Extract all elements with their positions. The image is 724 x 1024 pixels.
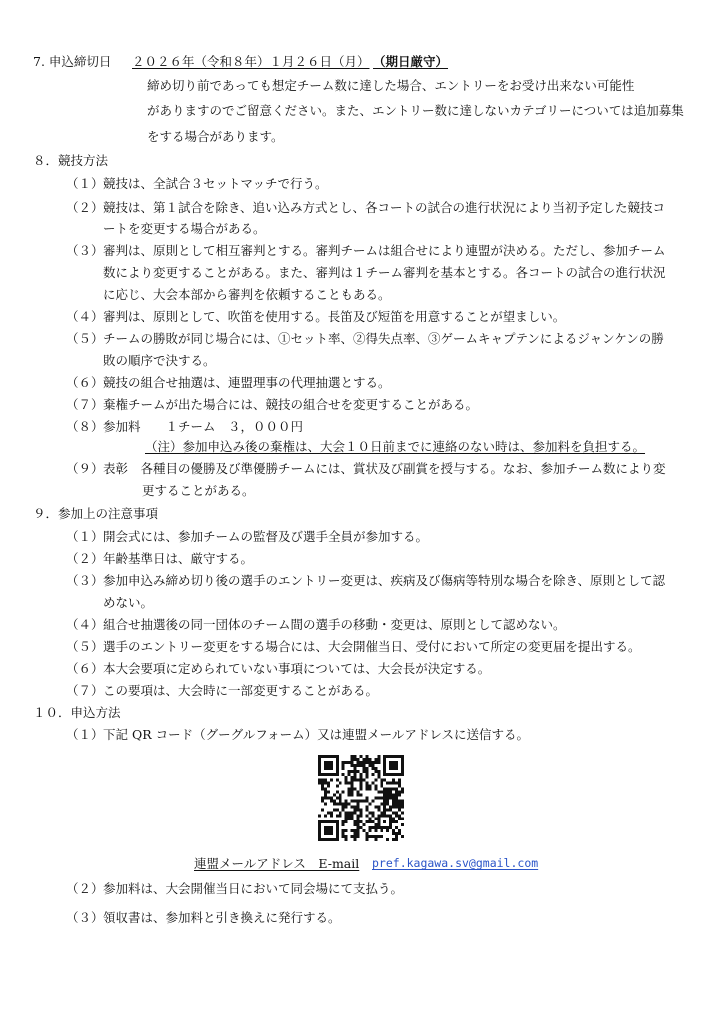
s8-item-2-line-2: ートを変更する場合がある。: [103, 221, 266, 236]
s9-item-1-number: （１）: [66, 529, 104, 544]
s8-item-5-line-2: 敗の順序で決する。: [103, 353, 216, 368]
s8-item-9-number: （９）: [66, 461, 104, 476]
s9-item-3-number: （３）: [66, 573, 104, 588]
s8-item-8-number: （８）: [66, 419, 104, 434]
entry-fee-note: （注）参加申込み後の棄権は、大会１０日前までに連絡のない時は、参加料を負担する。: [145, 439, 646, 454]
s8-item-2-line-1: 競技は、第１試合を除き、追い込み方式とし、各コートの試合の進行状況により当初予定した競技コ: [103, 200, 666, 215]
section-10-heading: １０．申込方法: [33, 705, 121, 720]
s10-item-1-line-1: 下記 QR コード（グーグルフォーム）又は連盟メールアドレスに送信する。: [103, 727, 529, 742]
s9-item-7-number: （７）: [66, 683, 104, 698]
s9-item-6-line-1: 本大会要項に定められていない事項については、大会長が決定する。: [103, 661, 491, 676]
s8-item-4-number: （４）: [66, 309, 104, 324]
s8-item-9-line-2: 更することがある。: [142, 483, 255, 498]
s8-item-9-line-1: 表彰 各種目の優勝及び準優勝チームには、賞状及び副賞を授与する。なお、参加チーム数により変: [103, 461, 666, 476]
s8-item-3-line-2: 数により変更することがある。また、審判は１チーム審判を基本とする。各コートの試合の進行状況: [103, 265, 666, 280]
s9-item-4-number: （４）: [66, 617, 104, 632]
email-link[interactable]: pref.kagawa.sv@gmail.com: [372, 856, 539, 870]
s8-item-5-line-1: チームの勝敗が同じ場合には、①セット率、②得失点率、③ゲームキャプテンによるジャンケンの勝: [103, 331, 664, 346]
s8-item-4-line-1: 審判は、原則として、吹笛を使用する。長笛及び短笛を用意することが望ましい。: [103, 309, 566, 324]
section-9-heading: ９．参加上の注意事項: [33, 506, 159, 521]
s10-item-1-number: （１）: [66, 727, 104, 742]
s8-item-8-line-1: 参加料 １チーム ３，０００円: [103, 419, 304, 434]
s9-item-2-number: （２）: [66, 551, 104, 566]
s10-item-3-line-1: 領収書は、参加料と引き換えに発行する。: [103, 910, 341, 925]
section-7-heading: 7. 申込締切日: [33, 54, 112, 69]
deadline-strict: （期日厳守）: [373, 54, 449, 69]
s8-item-3-number: （３）: [66, 243, 104, 258]
s10-item-2-line-1: 参加料は、大会開催当日において同会場にて支払う。: [103, 881, 404, 896]
s10-item-3-number: （３）: [66, 910, 104, 925]
s9-item-1-line-1: 開会式には、参加チームの監督及び選手全員が参加する。: [103, 529, 429, 544]
s8-item-2-number: （２）: [66, 200, 104, 215]
s8-item-5-number: （５）: [66, 331, 104, 346]
s8-item-7-number: （７）: [66, 397, 104, 412]
s8-item-1-number: （１）: [66, 176, 104, 191]
deadline-date: ２０２６年（令和８年）１月２６日（月）: [132, 54, 370, 69]
s9-item-3-line-2: めない。: [103, 595, 154, 610]
s9-item-3-line-1: 参加申込み締め切り後の選手のエントリー変更は、疾病及び傷病等特別な場合を除き、原則として認: [103, 573, 666, 588]
s8-item-1-line-1: 競技は、全試合３セットマッチで行う。: [103, 176, 328, 191]
s9-item-6-number: （６）: [66, 661, 104, 676]
qr-code-image[interactable]: [318, 755, 404, 841]
s8-item-6-line-1: 競技の組合せ抽選は、連盟理事の代理抽選とする。: [103, 375, 391, 390]
s7-line-1: 締め切り前であっても想定チーム数に達した場合、エントリーをお受け出来ない可能性: [147, 78, 635, 93]
s8-item-6-number: （６）: [66, 375, 104, 390]
s10-item-2-number: （２）: [66, 881, 104, 896]
s8-item-7-line-1: 棄権チームが出た場合には、競技の組合せを変更することがある。: [103, 397, 479, 412]
s7-line-2: がありますのでご留意ください。また、エントリー数に達しないカテゴリーについては追加募集: [147, 103, 684, 118]
s9-item-2-line-1: 年齢基準日は、厳守する。: [103, 551, 254, 566]
s9-item-4-line-1: 組合せ抽選後の同一団体のチーム間の選手の移動・変更は、原則として認めない。: [103, 617, 566, 632]
s9-item-5-number: （５）: [66, 639, 104, 654]
s8-item-3-line-1: 審判は、原則として相互審判とする。審判チームは組合せにより連盟が決める。ただし、参加チーム: [103, 243, 666, 258]
s9-item-5-line-1: 選手のエントリー変更をする場合には、大会開催当日、受付において所定の変更届を提出する。: [103, 639, 641, 654]
section-8-heading: ８．競技方法: [33, 153, 109, 168]
email-label: 連盟メールアドレス E-mail: [194, 856, 360, 871]
s8-item-3-line-3: に応じ、大会本部から審判を依頼することもある。: [103, 287, 391, 302]
s9-item-7-line-1: この要項は、大会時に一部変更することがある。: [103, 683, 379, 698]
s7-line-3: をする場合があります。: [147, 129, 284, 144]
